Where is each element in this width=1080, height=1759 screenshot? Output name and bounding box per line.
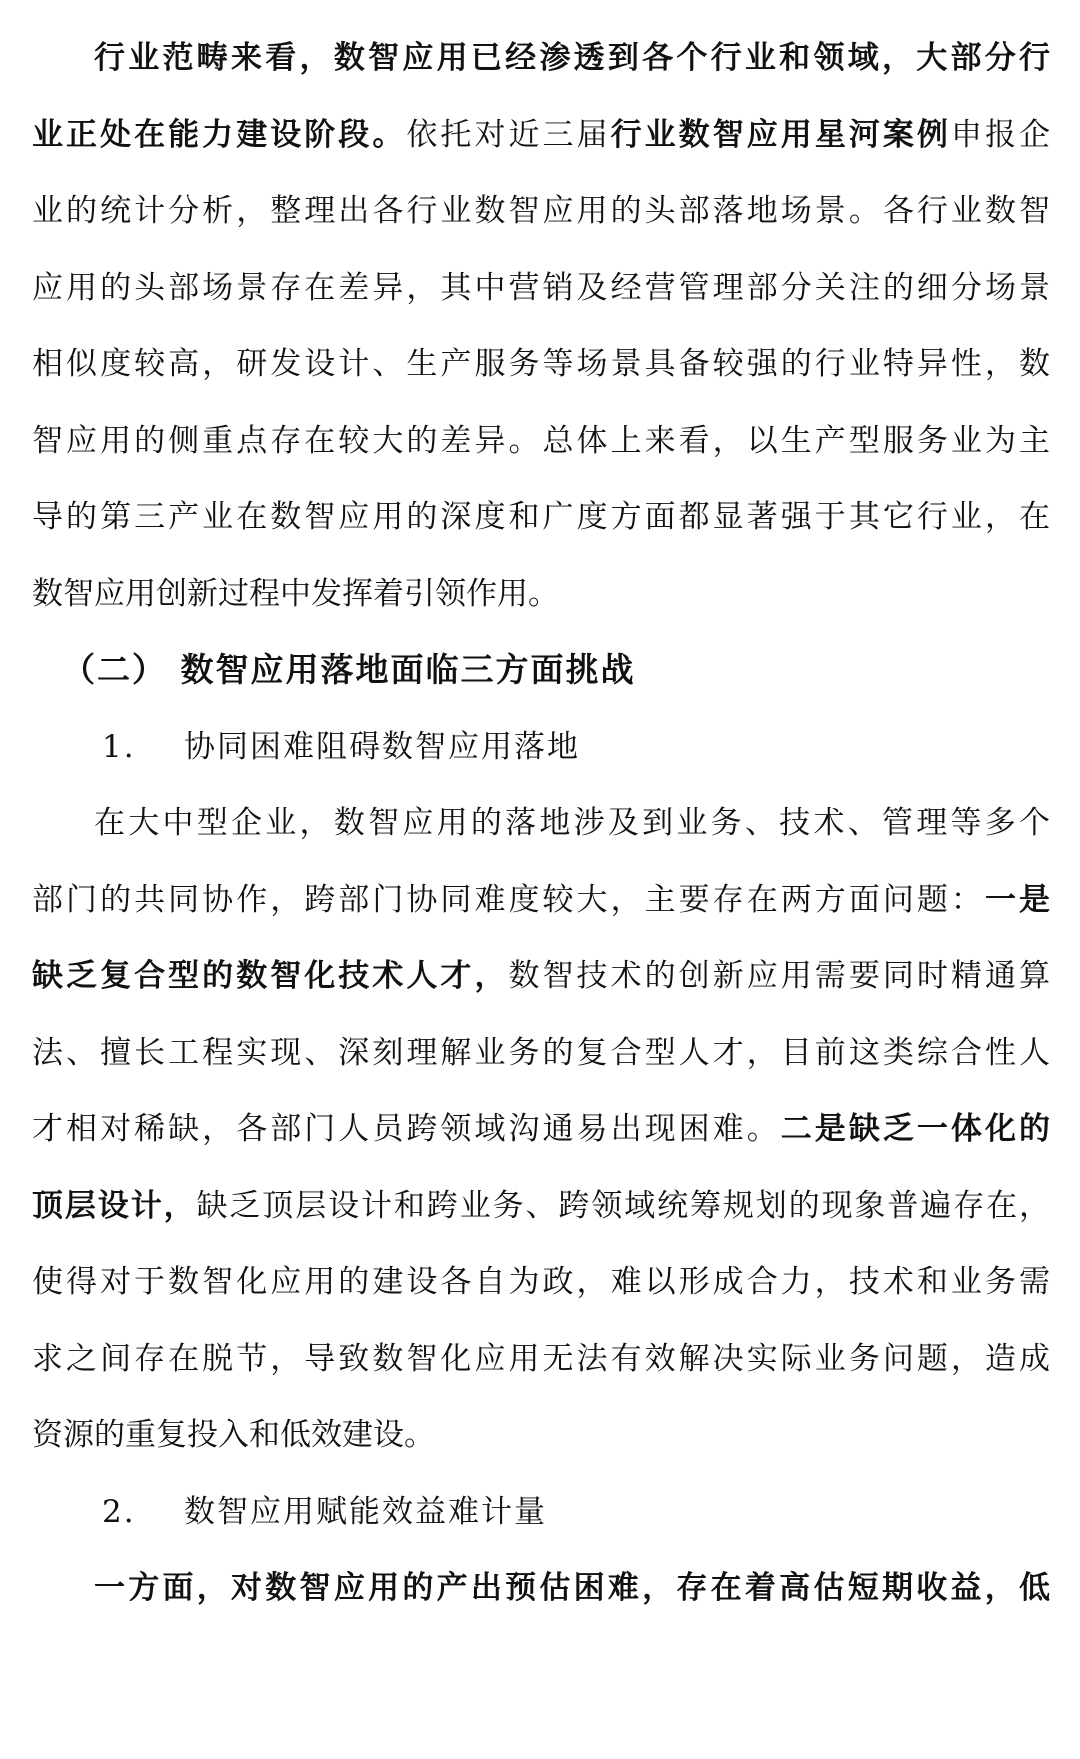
para1-line-1	[32, 20, 1050, 97]
para2-text: 资源的重复投入和低效建设。	[32, 1417, 435, 1453]
para1-line-5	[32, 326, 1050, 403]
para2-text: 求之间存在脱节，导致数智化应用无法有效解决实际业务问题，造成	[32, 1340, 1050, 1377]
para1-line-4	[32, 250, 1050, 327]
subsection-heading-1	[32, 709, 1050, 786]
subsection-title: 协同困难阻碍数智应用落地	[184, 728, 580, 765]
para1-text: 数智应用创新过程中发挥着引领作用。	[32, 575, 559, 612]
para1-line-3	[32, 173, 1050, 250]
section-heading: （二） 数智应用落地面临三方面挑战	[62, 650, 636, 689]
para2-line-4	[32, 1015, 1050, 1092]
subsection-number: 2.	[102, 1493, 136, 1530]
para1-line-7	[32, 479, 1050, 556]
para2-line-6	[32, 1168, 1050, 1245]
para2-text: 部门的共同协作，跨部门协同难度较大，主要存在两方面问题：	[32, 881, 985, 918]
para1-text: 导的第三产业在数智应用的深度和广度方面都显著强于其它行业，在	[32, 499, 1050, 535]
subsection-heading-2	[32, 1474, 1050, 1551]
para2-bold-text: 缺乏复合型的数智化技术人才，	[32, 958, 509, 994]
para1-bold-text: 业正处在能力建设阶段。	[32, 116, 407, 153]
para1-text: 依托对近三届	[406, 116, 611, 153]
para2-line-9	[32, 1397, 1050, 1474]
para2-line-3	[32, 938, 1050, 1015]
para1-line-6	[32, 403, 1050, 480]
para1-line-2	[32, 97, 1050, 174]
para2-text: 法、擅长工程实现、深刻理解业务的复合型人才，目前这类综合性人	[32, 1034, 1050, 1071]
para1-text: 相似度较高，研发设计、生产服务等场景具备较强的行业特异性，数	[32, 346, 1050, 382]
para1-text: 业的统计分析，整理出各行业数智应用的头部落地场景。各行业数智	[32, 193, 1050, 229]
para2-bold-text: 一是	[984, 881, 1050, 918]
para2-text: 在大中型企业，数智应用的落地涉及到业务、技术、管理等多个	[94, 805, 1050, 841]
para1-text: 申报企	[950, 116, 1050, 153]
para3-line-1	[32, 1550, 1050, 1627]
para2-line-8	[32, 1321, 1050, 1398]
para2-bold-text: 二是缺乏一体化的	[780, 1111, 1050, 1147]
para1-text: 应用的头部场景存在差异，其中营销及经营管理部分关注的细分场景	[32, 269, 1050, 306]
para2-line-7	[32, 1244, 1050, 1321]
para2-line-1	[32, 785, 1050, 862]
para2-text: 数智技术的创新应用需要同时精通算	[508, 958, 1050, 994]
para1-line-8	[32, 556, 1050, 633]
para2-bold-text: 顶层设计，	[32, 1187, 197, 1224]
para3-text: 一方面，对数智应用的产出预估困难，存在着高估短期收益，低	[94, 1570, 1050, 1606]
para2-text: 使得对于数智化应用的建设各自为政，难以形成合力，技术和业务需	[32, 1264, 1050, 1300]
para2-line-5	[32, 1091, 1050, 1168]
para2-text: 才相对稀缺，各部门人员跨领域沟通易出现困难。	[32, 1111, 781, 1147]
para2-line-2	[32, 862, 1050, 939]
subsection-title: 数智应用赋能效益难计量	[184, 1493, 547, 1530]
para1-text: 行业范畴来看，数智应用已经渗透到各个行业和领域，大部分行	[94, 40, 1050, 76]
subsection-number: 1.	[102, 728, 136, 765]
para1-text: 智应用的侧重点存在较大的差异。总体上来看，以生产型服务业为主	[32, 422, 1050, 459]
para1-bold-text: 行业数智应用星河案例	[610, 116, 951, 153]
para2-text: 缺乏顶层设计和跨业务、跨领域统筹规划的现象普遍存在，	[196, 1187, 1050, 1224]
